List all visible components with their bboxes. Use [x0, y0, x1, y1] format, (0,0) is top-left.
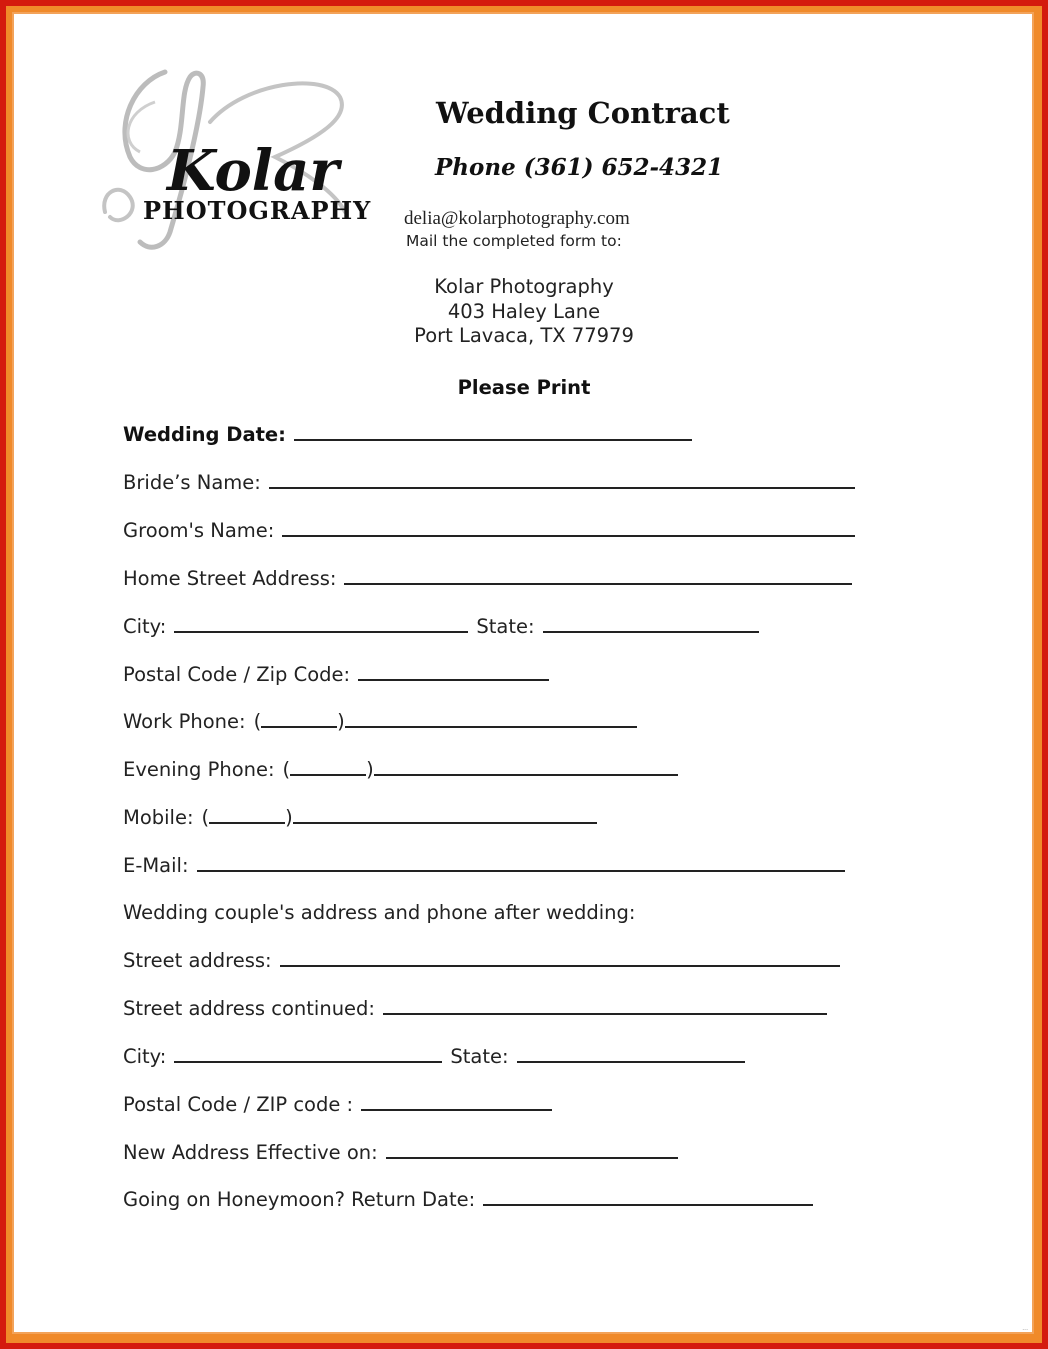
home-street-label: Home Street Address:	[123, 567, 337, 590]
postal-code-input-2[interactable]	[361, 1095, 552, 1111]
email-field	[123, 854, 845, 877]
bride-name-input[interactable]	[269, 473, 855, 489]
logo-graphic	[95, 62, 390, 257]
after-wedding-heading	[123, 901, 635, 924]
postal-code-field	[123, 663, 549, 686]
street-address-field	[123, 949, 840, 972]
mobile-field	[123, 806, 597, 829]
mobile-label: Mobile:	[123, 806, 194, 829]
postal-code-label-2: Postal Code / ZIP code :	[123, 1093, 354, 1116]
groom-name-input[interactable]	[282, 521, 855, 537]
street-address-input[interactable]	[280, 951, 840, 967]
street-address-label: Street address:	[123, 949, 272, 972]
new-address-field	[123, 1141, 678, 1164]
postal-code-input[interactable]	[358, 665, 549, 681]
logo-name: Kolar	[167, 138, 339, 204]
city-state-row-2	[123, 1045, 745, 1068]
mobile-area-code[interactable]: ( )	[201, 806, 293, 829]
city-label-2: City:	[123, 1045, 167, 1068]
evening-phone-field	[123, 758, 678, 781]
city-state-row	[123, 615, 759, 638]
contact-email: delia@kolarphotography.com	[404, 208, 630, 229]
state-label: State:	[476, 615, 535, 638]
city-input-2[interactable]	[174, 1047, 442, 1063]
postal-code-label: Postal Code / Zip Code:	[123, 663, 351, 686]
corner-mark: ...	[1022, 1325, 1028, 1332]
logo-subtitle: PHOTOGRAPHY	[143, 196, 372, 225]
mailing-address	[300, 275, 748, 349]
wedding-date-field	[123, 423, 692, 446]
work-phone-field	[123, 710, 637, 733]
honeymoon-input[interactable]	[483, 1190, 813, 1206]
groom-name-label: Groom's Name:	[123, 519, 275, 542]
honeymoon-label: Going on Honeymoon? Return Date:	[123, 1188, 476, 1211]
city-label: City:	[123, 615, 167, 638]
street-continued-field	[123, 997, 827, 1020]
please-print-heading: Please Print	[457, 376, 591, 399]
contact-phone: Phone (361) 652-4321	[435, 154, 724, 181]
honeymoon-field	[123, 1188, 813, 1211]
evening-phone-input[interactable]	[374, 760, 678, 776]
street-continued-input[interactable]	[383, 999, 827, 1015]
address-line-1: Kolar Photography	[434, 275, 614, 298]
kolar-photography-logo	[95, 62, 390, 257]
postal-code-field-2	[123, 1093, 552, 1116]
bride-name-label: Bride’s Name:	[123, 471, 261, 494]
email-input[interactable]	[197, 856, 845, 872]
street-continued-label: Street address continued:	[123, 997, 375, 1020]
city-input[interactable]	[174, 617, 468, 633]
home-street-input[interactable]	[344, 569, 852, 585]
home-street-field	[123, 567, 852, 590]
work-phone-label: Work Phone:	[123, 710, 246, 733]
address-line-2: 403 Haley Lane	[447, 299, 601, 323]
new-address-input[interactable]	[386, 1143, 678, 1159]
state-label-2: State:	[450, 1045, 509, 1068]
mail-instruction: Mail the completed form to:	[406, 232, 622, 250]
bride-name-field	[123, 471, 855, 494]
evening-phone-area-code[interactable]: ( )	[282, 758, 374, 781]
wedding-date-input[interactable]	[294, 425, 692, 441]
after-wedding-label: Wedding couple's address and phone after wedding:	[123, 901, 636, 924]
document-title: Wedding Contract	[436, 96, 730, 130]
wedding-date-label: Wedding Date:	[123, 423, 286, 446]
groom-name-field	[123, 519, 855, 542]
work-phone-input[interactable]	[345, 712, 637, 728]
evening-phone-label: Evening Phone:	[123, 758, 275, 781]
state-input[interactable]	[543, 617, 759, 633]
new-address-label: New Address Effective on:	[123, 1141, 378, 1164]
work-phone-area-code[interactable]: ( )	[253, 710, 345, 733]
address-line-3: Port Lavaca, TX 77979	[414, 324, 634, 347]
state-input-2[interactable]	[517, 1047, 745, 1063]
email-label: E-Mail:	[123, 854, 189, 877]
mobile-input[interactable]	[293, 808, 597, 824]
